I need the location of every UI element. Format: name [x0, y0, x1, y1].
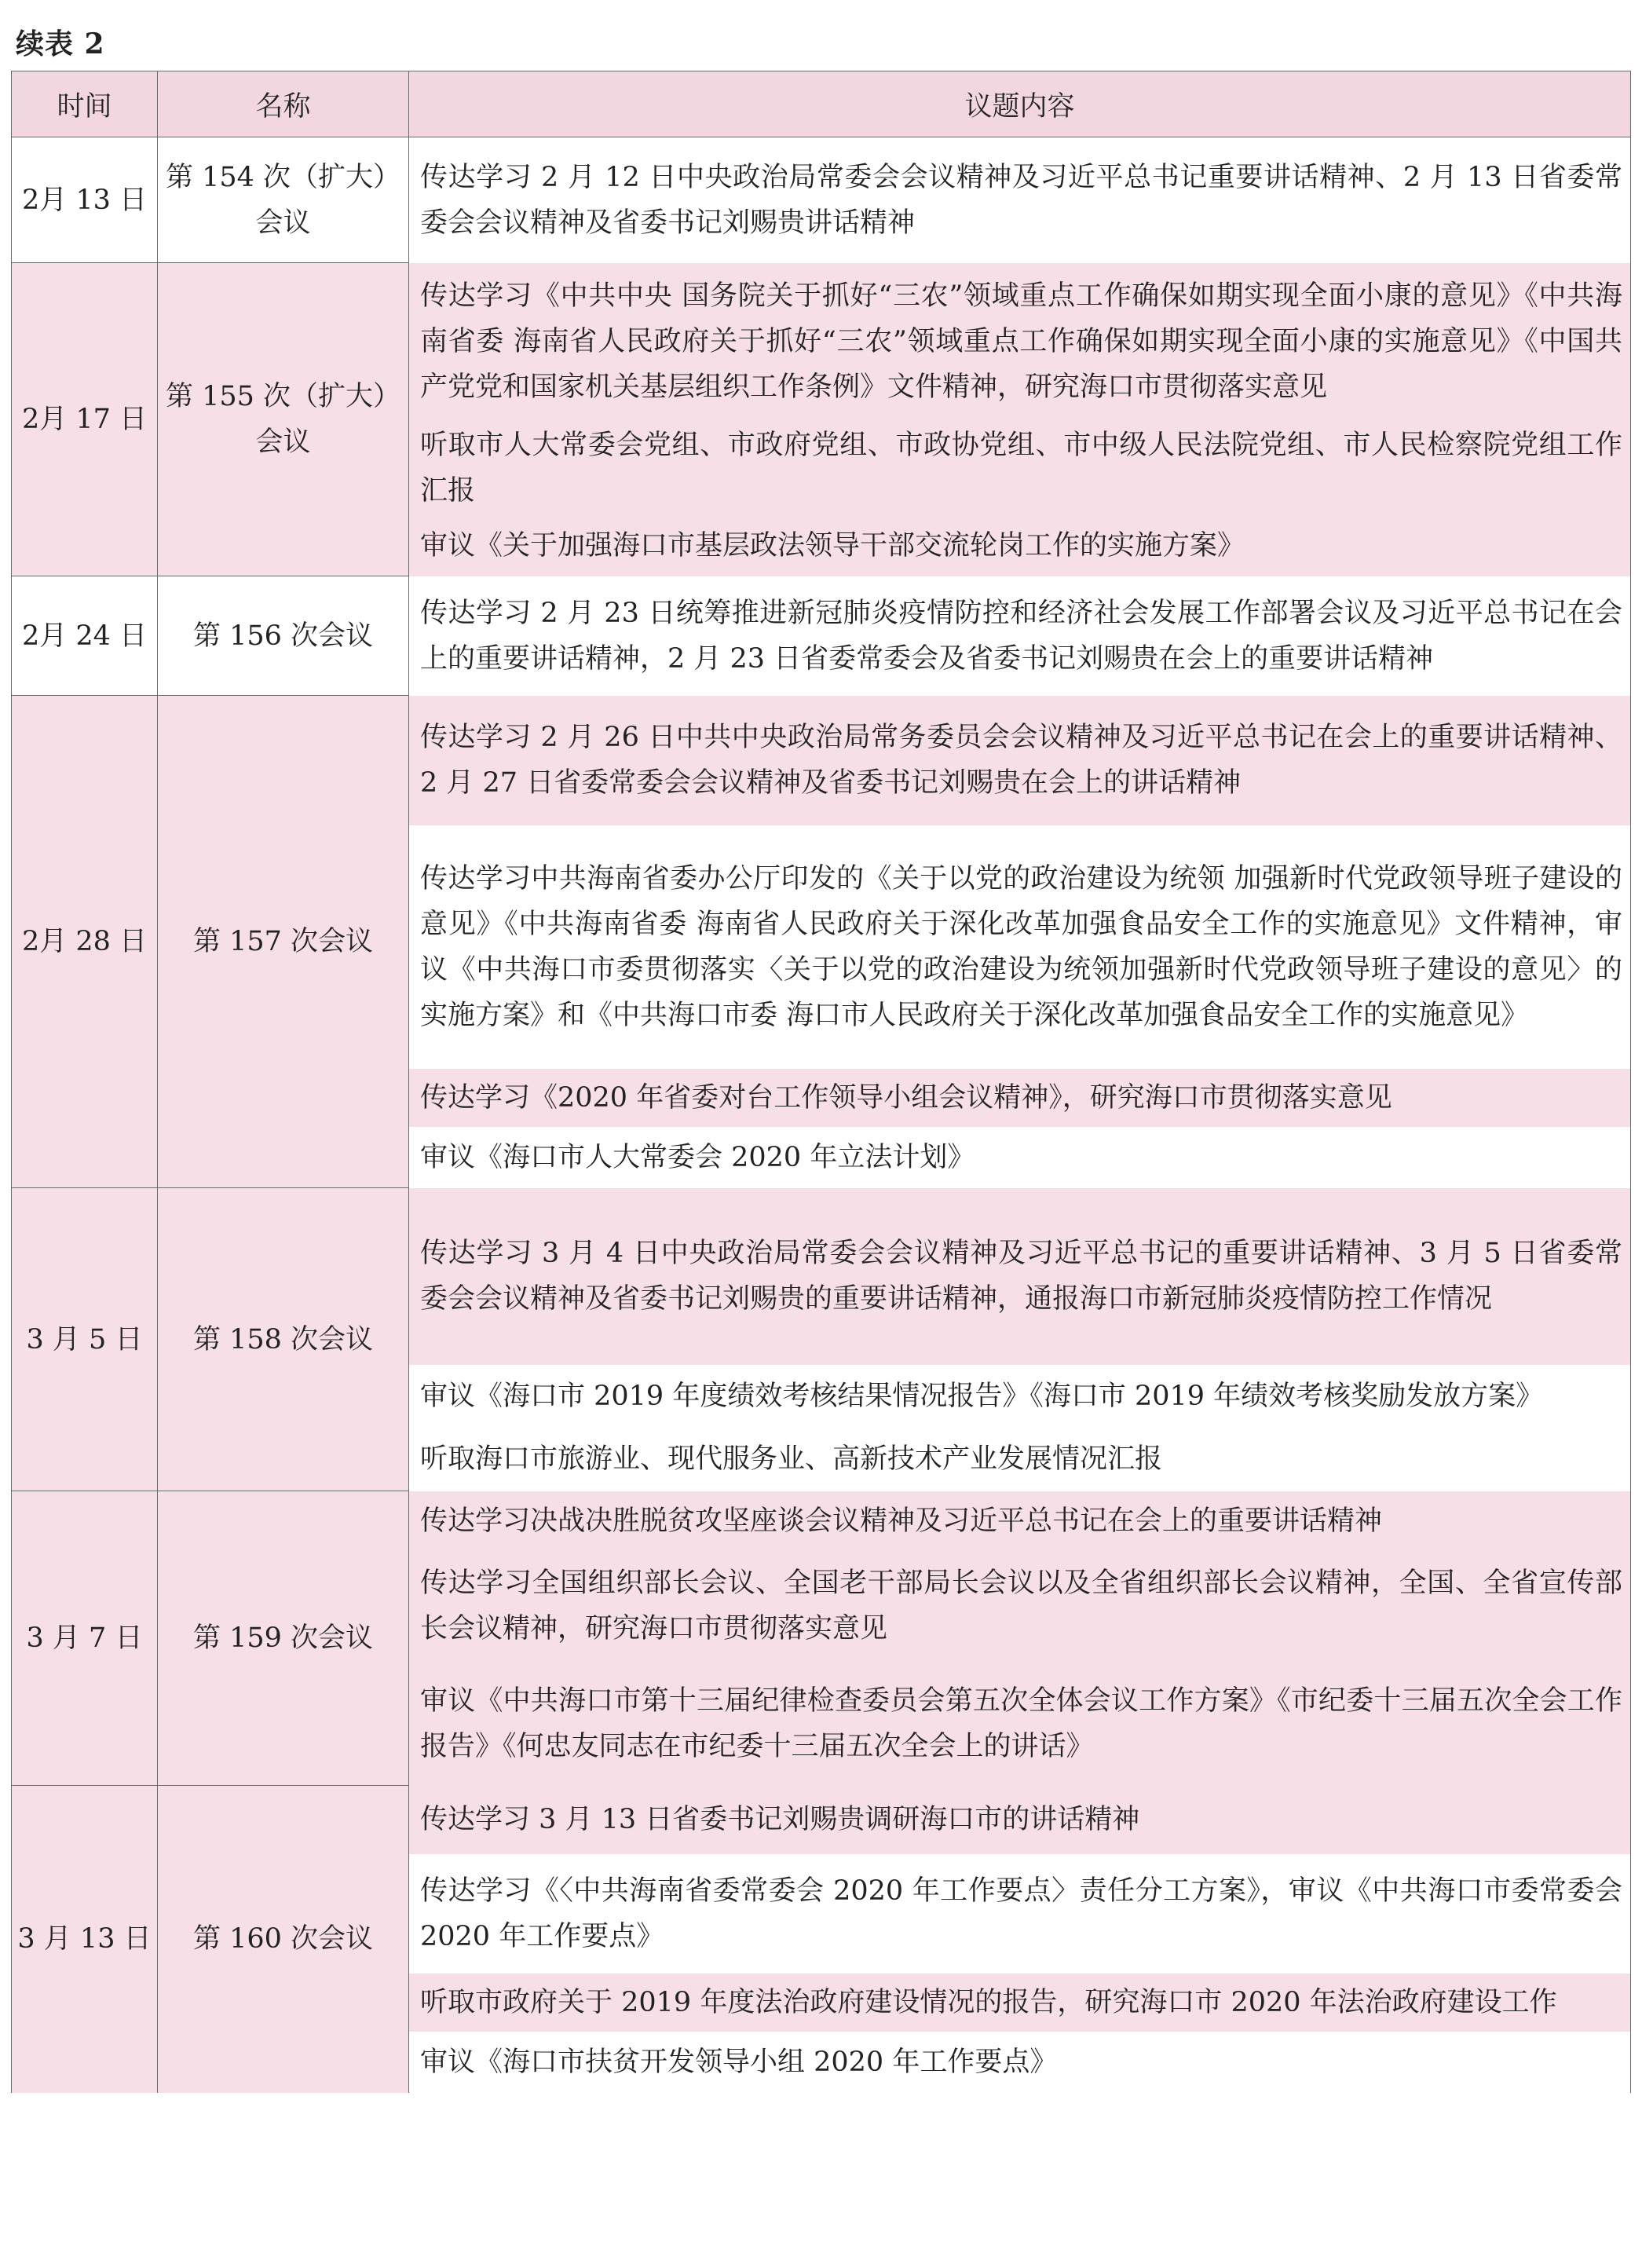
agenda-item: 传达学习 2 月 12 日中央政治局常委会会议精神及习近平总书记重要讲话精神、2 月 13 日省委常委会会议精神及省委书记刘赐贵讲话精神 — [409, 137, 1631, 263]
table-row — [12, 137, 1631, 263]
agenda-item: 传达学习决战决胜脱贫攻坚座谈会议精神及习近平总书记在会上的重要讲话精神 — [409, 1491, 1631, 1551]
agenda-item: 传达学习全国组织部长会议、全国老干部局长会议以及全省组织部长会议精神，全国、全省宣传部长会议精神，研究海口市贯彻落实意见 — [409, 1551, 1631, 1662]
agenda-item: 传达学习中共海南省委办公厅印发的《关于以党的政治建设为统领 加强新时代党政领导班子建设的意见》《中共海南省委 海南省人民政府关于深化改革加强食品安全工作的实施意见》文件精神，审议《中共海口市委贯彻落实〈关于以党的政治建设为统领加强新时代党政领导班子建设的意见〉的实施方案》和《中共海口市委 海口市人民政府关于深化改革加强食品安全工作的实施意见》 — [409, 825, 1631, 1069]
agenda-item: 审议《海口市扶贫开发领导小组 2020 年工作要点》 — [409, 2032, 1631, 2093]
table-caption: 续表 2 — [16, 27, 105, 60]
meeting-name-line: 第 154 次（扩大） — [165, 161, 401, 193]
meeting-name-line: 第 155 次（扩大） — [165, 381, 401, 412]
meeting-name: 第 158 次会议 — [158, 1188, 409, 1491]
meeting-date: 2月 24 日 — [12, 576, 158, 696]
meeting-date: 2月 28 日 — [12, 696, 158, 1188]
agenda-item: 听取海口市旅游业、现代服务业、高新技术产业发展情况汇报 — [409, 1428, 1631, 1491]
meeting-date: 3 月 13 日 — [12, 1786, 158, 2093]
agenda-item: 听取市政府关于 2019 年度法治政府建设情况的报告，研究海口市 2020 年法治政府建设工作 — [409, 1974, 1631, 2032]
meeting-name: 第 157 次会议 — [158, 696, 409, 1188]
agenda-item: 传达学习 3 月 13 日省委书记刘赐贵调研海口市的讲话精神 — [409, 1786, 1631, 1854]
agenda-item: 听取市人大常委会党组、市政府党组、市政协党组、市中级人民法院党组、市人民检察院党组工作汇报 — [409, 420, 1631, 516]
table-row — [12, 1786, 1631, 1854]
meeting-date: 3 月 7 日 — [12, 1491, 158, 1786]
table-row — [12, 1491, 1631, 1551]
agenda-item: 审议《海口市人大常委会 2020 年立法计划》 — [409, 1127, 1631, 1188]
agenda-item: 审议《关于加强海口市基层政法领导干部交流轮岗工作的实施方案》 — [409, 516, 1631, 576]
meeting-name — [158, 137, 409, 263]
agenda-item: 传达学习《中共中央 国务院关于抓好“三农”领域重点工作确保如期实现全面小康的意见》《中共海南省委 海南省人民政府关于抓好“三农”领域重点工作确保如期实现全面小康的实施意见》《中国共产党党和国家机关基层组织工作条例》文件精神，研究海口市贯彻落实意见 — [409, 263, 1631, 420]
agenda-item: 传达学习 2 月 26 日中共中央政治局常务委员会会议精神及习近平总书记在会上的重要讲话精神、2 月 27 日省委常委会会议精神及省委书记刘赐贵在会上的讲话精神 — [409, 696, 1631, 825]
table-header-row — [12, 71, 1631, 137]
header-content: 议题内容 — [409, 71, 1631, 137]
meeting-date: 2月 13 日 — [12, 137, 158, 263]
table-row — [12, 576, 1631, 696]
meeting-name-line: 会议 — [255, 207, 311, 239]
meeting-name: 第 159 次会议 — [158, 1491, 409, 1786]
agenda-item: 传达学习《〈中共海南省委常委会 2020 年工作要点〉责任分工方案》，审议《中共海口市委常委会 2020 年工作要点》 — [409, 1854, 1631, 1974]
meeting-name: 第 160 次会议 — [158, 1786, 409, 2093]
agenda-item: 审议《中共海口市第十三届纪律检查委员会第五次全体会议工作方案》《市纪委十三届五次全会工作报告》《何忠友同志在市纪委十三届五次全会上的讲话》 — [409, 1662, 1631, 1786]
header-name: 名称 — [158, 71, 409, 137]
meeting-name — [158, 263, 409, 576]
agenda-item: 传达学习《2020 年省委对台工作领导小组会议精神》，研究海口市贯彻落实意见 — [409, 1069, 1631, 1127]
table-row — [12, 1188, 1631, 1365]
meeting-name-line: 会议 — [255, 426, 311, 458]
agenda-item: 传达学习 3 月 4 日中央政治局常委会会议精神及习近平总书记的重要讲话精神、3 月 5 日省委常委会会议精神及省委书记刘赐贵的重要讲话精神，通报海口市新冠肺炎疫情防控工作情况 — [409, 1188, 1631, 1365]
meeting-date: 2月 17 日 — [12, 263, 158, 576]
header-time: 时间 — [12, 71, 158, 137]
table-row — [12, 263, 1631, 420]
meetings-table — [11, 71, 1631, 2093]
meeting-date: 3 月 5 日 — [12, 1188, 158, 1491]
meeting-name: 第 156 次会议 — [158, 576, 409, 696]
agenda-item: 传达学习 2 月 23 日统筹推进新冠肺炎疫情防控和经济社会发展工作部署会议及习近平总书记在会上的重要讲话精神，2 月 23 日省委常委会及省委书记刘赐贵在会上的重要讲话精神 — [409, 576, 1631, 696]
table-row — [12, 696, 1631, 825]
agenda-item: 审议《海口市 2019 年度绩效考核结果情况报告》《海口市 2019 年绩效考核奖励发放方案》 — [409, 1365, 1631, 1428]
